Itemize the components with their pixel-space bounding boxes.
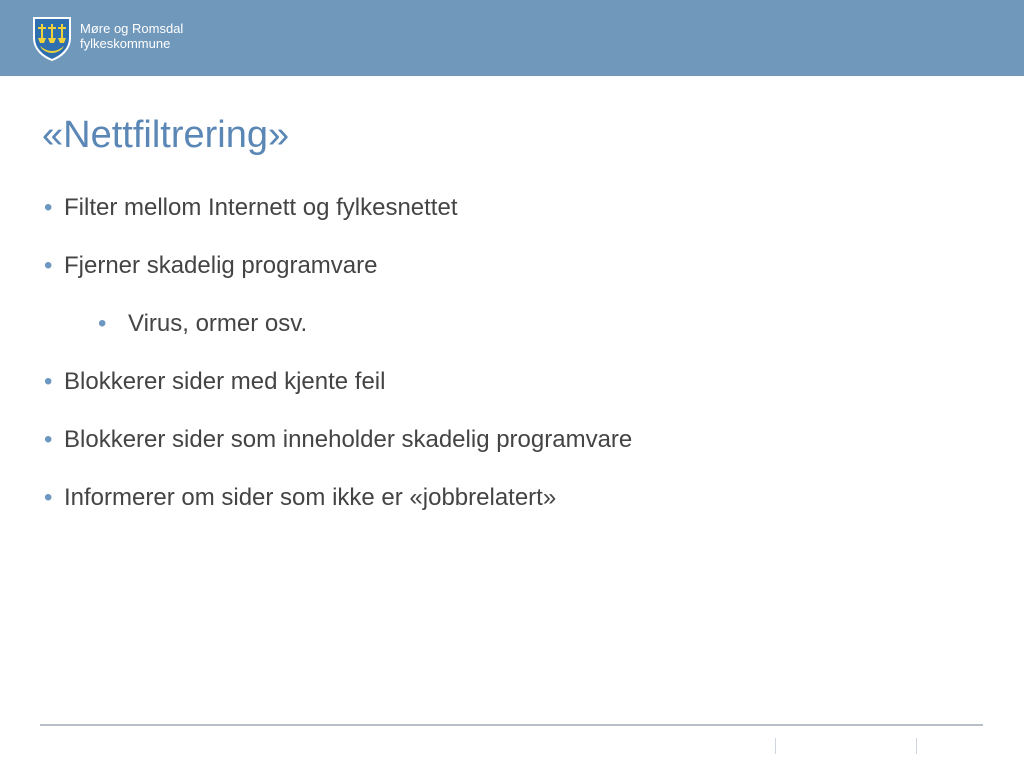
bullet-text: Filter mellom Internett og fylkesnettet bbox=[64, 194, 458, 221]
org-name-line2: fylkeskommune bbox=[80, 36, 171, 51]
bullet-text: Blokkerer sider som inneholder skadelig programvare bbox=[64, 426, 633, 453]
sub-bullet-item bbox=[98, 310, 307, 338]
coat-of-arms-icon bbox=[32, 16, 72, 62]
bullet-item bbox=[44, 426, 632, 454]
bullet-item bbox=[44, 252, 377, 280]
bullet-text: Virus, ormer osv. bbox=[128, 310, 308, 337]
footer-separator bbox=[916, 738, 917, 754]
bullet-text: Blokkerer sider med kjente feil bbox=[64, 368, 386, 395]
organization-name bbox=[80, 21, 183, 51]
header-bar bbox=[0, 0, 1024, 76]
bullet-text: Fjerner skadelig programvare bbox=[64, 252, 378, 279]
slide-title: «Nettfiltrering» bbox=[42, 114, 290, 156]
bullet-icon: • bbox=[44, 252, 53, 279]
org-name-line1: Møre og Romsdal bbox=[80, 21, 184, 36]
footer-divider bbox=[40, 724, 983, 726]
bullet-icon: • bbox=[44, 368, 53, 395]
footer-separator bbox=[775, 738, 776, 754]
bullet-item bbox=[44, 368, 385, 396]
bullet-icon: • bbox=[98, 310, 107, 337]
bullet-item bbox=[44, 194, 458, 222]
bullet-text: Informerer om sider som ikke er «jobbrelatert» bbox=[64, 484, 557, 511]
bullet-item bbox=[44, 484, 556, 512]
bullet-icon: • bbox=[44, 484, 53, 511]
bullet-icon: • bbox=[44, 194, 53, 221]
bullet-icon: • bbox=[44, 426, 53, 453]
